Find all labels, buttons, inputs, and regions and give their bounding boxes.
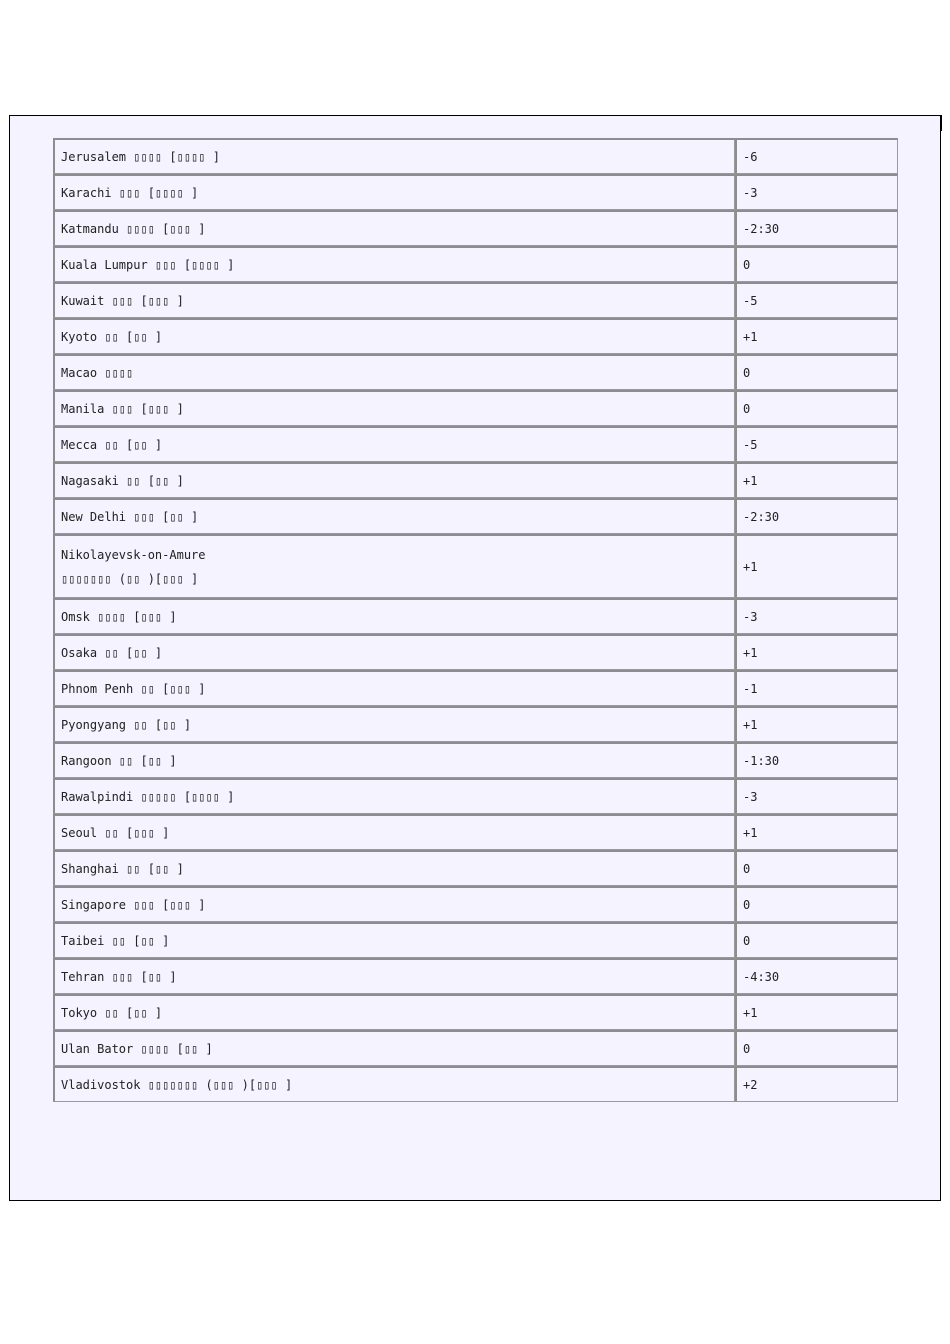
city-name-text: Omsk ▯▯▯▯ [▯▯▯ ]: [61, 609, 177, 624]
city-name-cell: [53, 994, 735, 1030]
city-name-cell: [53, 138, 735, 174]
table-row: [53, 318, 898, 354]
time-offset-cell: 0: [735, 390, 898, 426]
time-offset-cell: 0: [735, 886, 898, 922]
time-offset-cell: -3: [735, 174, 898, 210]
city-name-cell: [53, 670, 735, 706]
city-name-cell: [53, 354, 735, 390]
table-row: [53, 1030, 898, 1066]
city-name-cell: [53, 498, 735, 534]
time-offset-cell: 0: [735, 850, 898, 886]
time-offset-cell: +1: [735, 318, 898, 354]
city-name-cell: [53, 886, 735, 922]
time-offset-cell: -2:30: [735, 498, 898, 534]
table-row: [53, 138, 898, 174]
table-row: [53, 354, 898, 390]
table-row: [53, 742, 898, 778]
city-name-text: Karachi ▯▯▯ [▯▯▯▯ ]: [61, 185, 199, 200]
time-offset-cell: +1: [735, 462, 898, 498]
time-offset-cell: -6: [735, 138, 898, 174]
table-row: [53, 498, 898, 534]
city-name-text: Rangoon ▯▯ [▯▯ ]: [61, 753, 177, 768]
city-name-cell: [53, 1066, 735, 1102]
city-name-text-line2: ▯▯▯▯▯▯▯ (▯▯ )[▯▯▯ ]: [61, 571, 199, 586]
city-name-cell: [53, 958, 735, 994]
time-offset-cell: 0: [735, 922, 898, 958]
time-offset-cell: -3: [735, 778, 898, 814]
table-row: [53, 886, 898, 922]
table-row: [53, 534, 898, 598]
city-name-text: Seoul ▯▯ [▯▯▯ ]: [61, 825, 170, 840]
table-row: [53, 670, 898, 706]
table-row: [53, 922, 898, 958]
city-name-text: Macao ▯▯▯▯: [61, 365, 134, 380]
table-row: [53, 246, 898, 282]
city-name-text: Nagasaki ▯▯ [▯▯ ]: [61, 473, 184, 488]
time-offset-cell: +1: [735, 706, 898, 742]
city-name-text: Shanghai ▯▯ [▯▯ ]: [61, 861, 184, 876]
table-row: [53, 426, 898, 462]
timezone-table: [53, 138, 898, 1102]
city-name-cell: [53, 174, 735, 210]
city-name-text: Vladivostok ▯▯▯▯▯▯▯ (▯▯▯ )[▯▯▯ ]: [61, 1077, 293, 1092]
city-name-cell: [53, 706, 735, 742]
time-offset-cell: -1:30: [735, 742, 898, 778]
city-name-cell: [53, 634, 735, 670]
table-row: [53, 210, 898, 246]
table-row: [53, 706, 898, 742]
table-row: [53, 850, 898, 886]
time-offset-cell: -2:30: [735, 210, 898, 246]
city-name-text: Mecca ▯▯ [▯▯ ]: [61, 437, 163, 452]
city-name-text: Ulan Bator ▯▯▯▯ [▯▯ ]: [61, 1041, 213, 1056]
city-name-text: Taibei ▯▯ [▯▯ ]: [61, 933, 170, 948]
time-offset-cell: 0: [735, 246, 898, 282]
table-row: [53, 958, 898, 994]
city-name-text: Tokyo ▯▯ [▯▯ ]: [61, 1005, 163, 1020]
city-name-text: Osaka ▯▯ [▯▯ ]: [61, 645, 163, 660]
city-name-text: Kyoto ▯▯ [▯▯ ]: [61, 329, 163, 344]
city-name-cell: [53, 814, 735, 850]
table-row: [53, 462, 898, 498]
city-name-cell: [53, 742, 735, 778]
table-row: [53, 390, 898, 426]
city-name-cell: [53, 282, 735, 318]
timezone-table-body: [53, 138, 898, 1102]
city-name-text: Singapore ▯▯▯ [▯▯▯ ]: [61, 897, 206, 912]
time-offset-cell: -5: [735, 426, 898, 462]
city-name-cell: [53, 1030, 735, 1066]
city-name-text: Rawalpindi ▯▯▯▯▯ [▯▯▯▯ ]: [61, 789, 235, 804]
city-name-cell: [53, 534, 735, 598]
city-name-cell: [53, 598, 735, 634]
table-row: [53, 1066, 898, 1102]
time-offset-cell: +1: [735, 534, 898, 598]
city-name-cell: [53, 850, 735, 886]
city-name-cell: [53, 390, 735, 426]
time-offset-cell: 0: [735, 354, 898, 390]
city-name-cell: [53, 426, 735, 462]
table-row: [53, 634, 898, 670]
city-name-text: Jerusalem ▯▯▯▯ [▯▯▯▯ ]: [61, 149, 220, 164]
table-row: [53, 282, 898, 318]
city-name-cell: [53, 210, 735, 246]
document-frame: [9, 115, 941, 1201]
city-name-cell: [53, 922, 735, 958]
time-offset-cell: -1: [735, 670, 898, 706]
city-name-cell: [53, 318, 735, 354]
city-name-text: Manila ▯▯▯ [▯▯▯ ]: [61, 401, 184, 416]
city-name-cell: [53, 462, 735, 498]
time-offset-cell: -3: [735, 598, 898, 634]
table-row: [53, 814, 898, 850]
table-row: [53, 598, 898, 634]
table-row: [53, 174, 898, 210]
frame-edge-mark: [940, 115, 942, 131]
table-row: [53, 778, 898, 814]
city-name-text: Katmandu ▯▯▯▯ [▯▯▯ ]: [61, 221, 206, 236]
city-name-text: Phnom Penh ▯▯ [▯▯▯ ]: [61, 681, 206, 696]
city-name-text: Kuala Lumpur ▯▯▯ [▯▯▯▯ ]: [61, 257, 235, 272]
time-offset-cell: +1: [735, 994, 898, 1030]
time-offset-cell: -4:30: [735, 958, 898, 994]
table-row: [53, 994, 898, 1030]
time-offset-cell: -5: [735, 282, 898, 318]
time-offset-cell: +1: [735, 814, 898, 850]
city-name-text: Kuwait ▯▯▯ [▯▯▯ ]: [61, 293, 184, 308]
time-offset-cell: 0: [735, 1030, 898, 1066]
city-name-text: New Delhi ▯▯▯ [▯▯ ]: [61, 509, 199, 524]
time-offset-cell: +2: [735, 1066, 898, 1102]
city-name-text: Tehran ▯▯▯ [▯▯ ]: [61, 969, 177, 984]
city-name-text: Pyongyang ▯▯ [▯▯ ]: [61, 717, 192, 732]
city-name-cell: [53, 778, 735, 814]
city-name-cell: [53, 246, 735, 282]
city-name-text: Nikolayevsk-on-Amure: [61, 547, 206, 562]
time-offset-cell: +1: [735, 634, 898, 670]
